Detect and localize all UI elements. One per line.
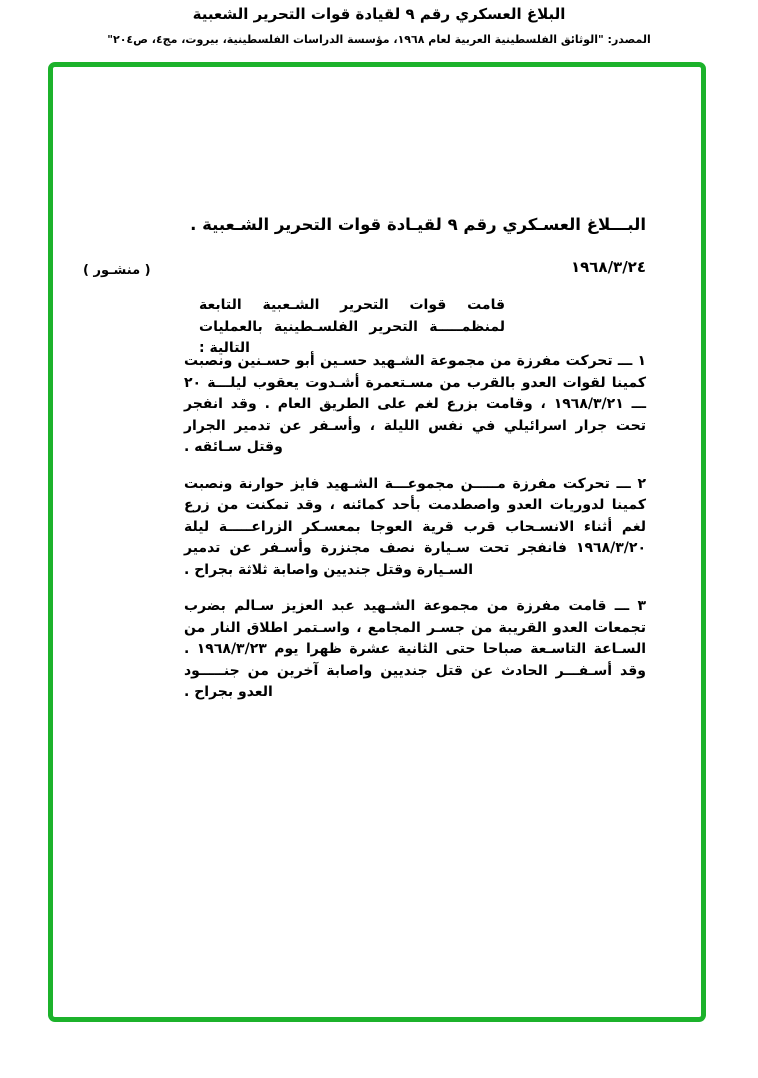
page-header-title: البلاغ العسكري رقم ٩ لقيادة قوات التحرير الشعبية xyxy=(192,5,566,23)
operation-paragraph: ٣ ـــ قامت مفرزة من مجموعة الشـهيد عبد العزيز سـالم بضرب تجمعات العدو القريبة من جسـر المجامع ، واسـتمر اطلاق النار من السـاعة التاسـعة صباحا حتى الثانية عشرة ظهرا يوم ١٩٦٨/٣/٢٣ . وقد أسـفـــر الحادث عن قتل جنديين واصابة آخرين من جنـــــود العدو بجراح . xyxy=(184,598,646,700)
communique-date: ١٩٦٨/٣/٢٤ xyxy=(570,258,646,276)
publication-note: ( منشـور ) xyxy=(83,263,151,278)
document-scan-frame xyxy=(48,62,706,1022)
communique-intro: قامت قوات التحرير الشـعبية التابعة لمنظمـــــة التحرير الفلسـطينية بالعمليات التالية : xyxy=(199,297,505,356)
operations-list xyxy=(184,351,646,719)
operation-paragraph: ١ ـــ تحركت مفرزة من مجموعة الشـهيد حسـين أبو حسـنين ونصبت كمينا لقوات العدو بالقرب من مسـتعمرة أشـدوت يعقوب ليلـــة ٢٠ ـــ ١٩٦٨/٣/٢١ ، وقامت بزرع لغم على الطريق العام . وقد انفجر تحت جرار اسرائيلي في نفس الليلة ، وأسـفر عن تدمير الجرار وقتل سـائقه . xyxy=(184,353,646,455)
page-header-source: المصدر: "الوثائق الفلسطينية العربية لعام ١٩٦٨، مؤسسة الدراسات الفلسطينية، بيروت، مج٤، ص٢٠٤" xyxy=(107,33,651,46)
communique-title: البـــلاغ العسـكري رقم ٩ لقيـادة قوات التحرير الشـعبية . xyxy=(190,215,646,234)
operation-paragraph: ٢ ـــ تحركت مفرزة مـــــن مجموعـــة الشـهيد فايز حوارنة ونصبت كمينا لدوريات العدو واصطدمت بأحد كمائنه ، وقد تمكنت من زرع لغم أثناء الانسـحاب قرب قرية العوجا بمعسـكر الزراعـــــة ليلة ١٩٦٨/٣/٢٠ فانفجر تحت سـيارة نصف مجنزرة وأسـفر عن تدمير السـيارة وقتل جنديين واصابة ثلاثة بجراح . xyxy=(184,475,646,578)
